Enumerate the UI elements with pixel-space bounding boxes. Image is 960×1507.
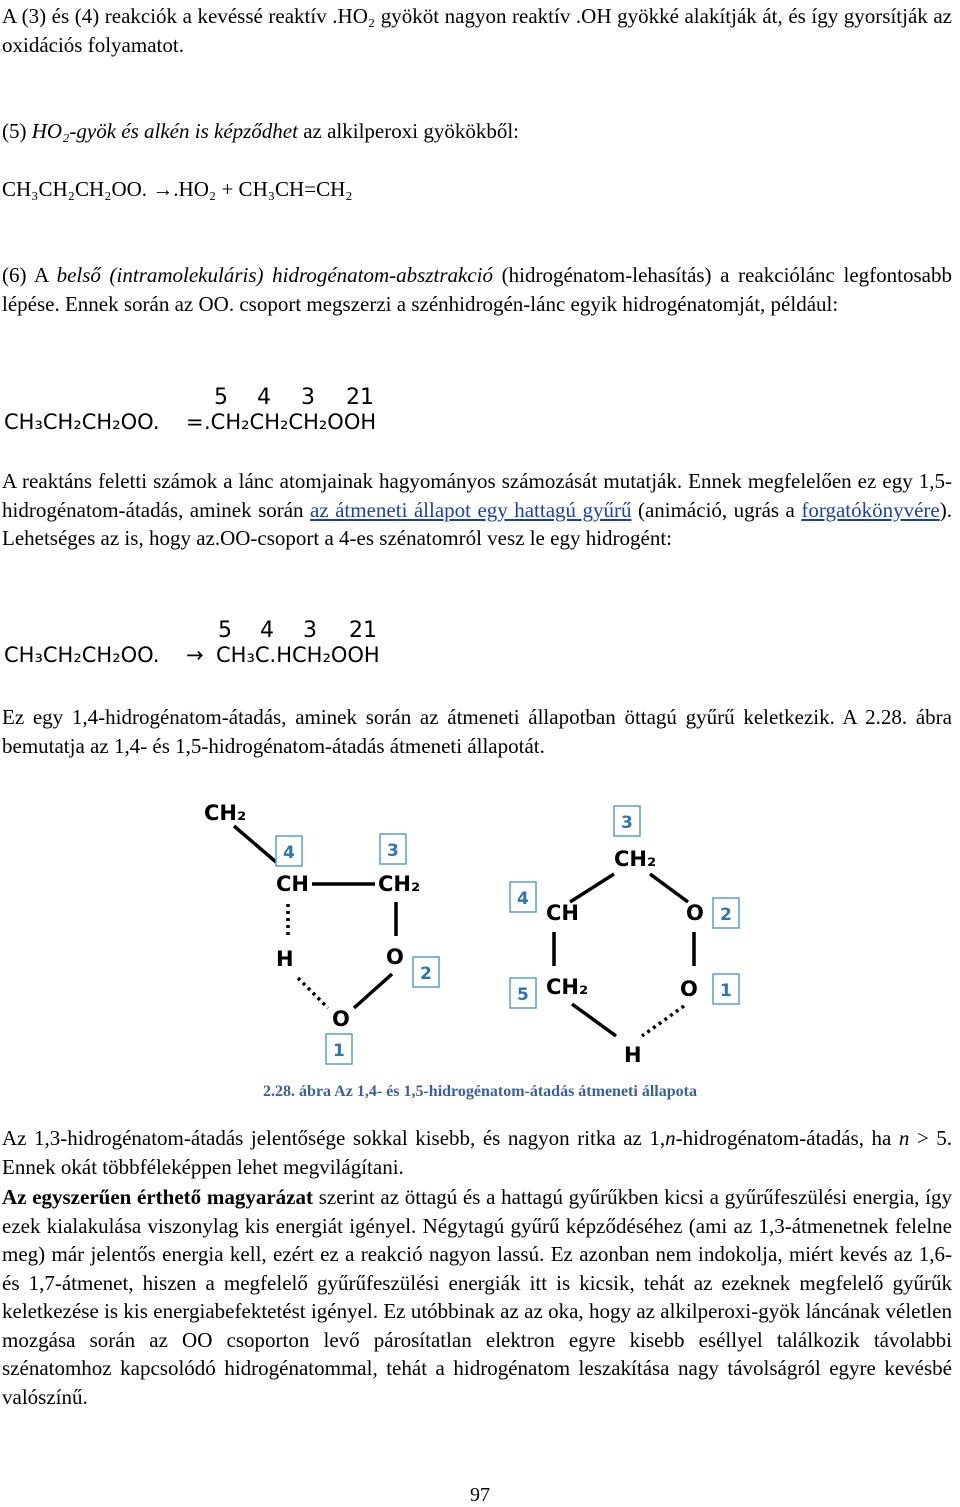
- bold-phrase: Az egyszerűen érthető magyarázat: [2, 1185, 313, 1209]
- transition-state-figure: [0, 790, 960, 1080]
- box-number: 4: [517, 889, 529, 909]
- atom-number-5: 5: [218, 618, 232, 643]
- italic-phrase: belső (intramolekuláris) hidrogénatom-absztrakció: [56, 263, 493, 287]
- paragraph-intro: [2, 2, 952, 59]
- item-number: (6) A: [2, 263, 57, 287]
- box-number: 2: [420, 964, 432, 984]
- paragraph-text: (hidrogénatom-lehasítás) a reakciólánc legfontosabb lépése. Ennek során az OO. csoport megszerzi a szénhidrogén-lánc egyik hidrogénatomját, például:: [2, 263, 952, 316]
- atom-number-21: 21: [349, 618, 377, 643]
- box-number: 5: [517, 985, 529, 1005]
- dotted-bond: [298, 978, 328, 1008]
- box-number: 4: [283, 843, 295, 863]
- atom-label: O: [686, 901, 704, 925]
- atom-number-4: 4: [260, 618, 274, 643]
- paragraph-text: Az 1,3-hidrogénatom-átadás jelentősége sokkal kisebb, és nagyon ritka az 1,: [2, 1126, 666, 1150]
- italic-variable: n: [665, 1126, 676, 1150]
- formula-1: [4, 382, 404, 443]
- figure-caption: 2.28. ábra Az 1,4- és 1,5-hidrogénatom-átadás átmeneti állapota: [263, 1083, 697, 1100]
- paragraph-text: Ez egy 1,4-hidrogénatom-átadás, aminek során az átmeneti állapotban öttagú gyűrű keletkezik. A 2.28. ábra bemutatja az 1,4- és 1,5-hidrogénatom-átadás átmeneti állapotát.: [2, 705, 952, 758]
- paragraph-7: [2, 467, 952, 553]
- atom-number-5: 5: [214, 385, 228, 410]
- atom-number-3: 3: [303, 618, 317, 643]
- box-number: 3: [387, 841, 399, 861]
- atom-label: CH₂: [614, 847, 657, 871]
- reactant-formula: CH₃CH₂CH₂OO.: [4, 410, 160, 434]
- paragraph-text: az alkilperoxi gyökökből:: [297, 119, 520, 143]
- page-number: 97: [470, 1484, 490, 1506]
- item-number: (5): [2, 119, 32, 143]
- bond-line: [572, 1004, 616, 1036]
- italic-variable: n: [898, 1126, 910, 1150]
- bond-line: [354, 974, 392, 1008]
- atom-label: CH: [546, 901, 579, 925]
- atom-number-21: 21: [346, 385, 374, 410]
- atom-label: CH₂: [204, 801, 247, 825]
- formula-2: [4, 615, 404, 676]
- reactant-formula: CH₃CH₂CH₂OO.: [4, 643, 160, 667]
- paragraph-6: [2, 261, 952, 318]
- italic-phrase: HO₂-gyök és alkén is képződhet: [31, 119, 298, 143]
- atom-numbers: [214, 385, 374, 410]
- atom-label: O: [386, 945, 404, 969]
- bond-line: [234, 826, 276, 862]
- atom-label: H: [276, 947, 294, 971]
- script-link[interactable]: forgatókönyvére: [801, 497, 940, 522]
- box-number: 3: [621, 813, 633, 833]
- paragraph-5: [2, 117, 952, 146]
- paragraph-text: szerint az öttagú és a hattagú gyűrűkben kicsi a gyűrűfeszülési energia, így ezek kialakulása viszonylag kis energiát igényel. Négytagú gyűrű képződéséhez (ami az 1,3-átmenetnek felelne meg) már jelentős energia kell, ezért ez a reakció nagyon lassú. Ez azonban nem indokolja, miért kevés az 1,6- és 1,7-átmenet, hiszen a megfelelő gyűrűfeszülési energiák itt is kicsik, tehát az ezeknek megfelelő gyűrűk keletkezése is kis energiabefektetést igényel. Ez utóbbinak az az oka, hogy az alkilperoxi-gyök láncának véletlen mozgása során az OO csoporton levő párosítatlan elektron egyre kisebb eséllyel találkozik távolabbi szénatomhoz kapcsolódó hidrogénatommal, tehát a hidrogénatom leszakítása nagy távolságról egyre kevésbé valószínű.: [2, 1185, 952, 1409]
- arrow-sign: →: [186, 643, 204, 667]
- box-number: 2: [720, 905, 732, 925]
- atom-label: CH₂: [546, 975, 589, 999]
- six-membered-ring-diagram: [510, 806, 739, 1067]
- paragraph-text: (animáció, ugrás a: [631, 497, 802, 522]
- atom-numbers: [218, 618, 377, 643]
- equation-text: CH₃CH₂CH₂OO. →.HO₂ + CH₃CH=CH₂: [2, 177, 353, 201]
- equals-sign: =: [186, 410, 204, 434]
- paragraph-8: [2, 703, 952, 760]
- paragraph-text: > 5. Ennek okát többféleképpen lehet megvilágítani.: [2, 1126, 952, 1179]
- atom-label: CH: [276, 872, 309, 896]
- atom-number-4: 4: [257, 385, 271, 410]
- atom-label: H: [624, 1043, 642, 1067]
- paragraph-text: ). Lehetséges az is, hogy az.OO-csoport a 4-es szénatomról vesz le egy hidrogént:: [2, 497, 952, 550]
- box-number: 1: [333, 1041, 345, 1061]
- atom-label: O: [680, 977, 698, 1001]
- atom-label: O: [332, 1007, 350, 1031]
- paragraph-9: [2, 1124, 952, 1181]
- transition-state-link[interactable]: az átmeneti állapot egy hattagú gyűrű: [310, 497, 632, 522]
- dotted-bond: [642, 1006, 684, 1036]
- paragraph-10: [2, 1183, 952, 1411]
- bond-line: [570, 874, 614, 902]
- atom-label: CH₂: [378, 872, 421, 896]
- intro-text: A (3) és (4) reakciók a kevéssé reaktív .HO₂ gyököt nagyon reaktív .OH gyökké alakítják át, és így gyorsítják az oxidációs folyamatot.: [2, 4, 952, 57]
- bond-line: [650, 874, 688, 902]
- atom-number-3: 3: [301, 385, 315, 410]
- five-membered-ring-diagram: [204, 801, 439, 1064]
- equation-5: [2, 175, 952, 204]
- box-number: 1: [720, 981, 732, 1001]
- paragraph-text: A reaktáns feletti számok a lánc atomjainak hagyományos számozását mutatják. Ennek megfelelően ez egy 1,5-hidrogénatom-átadás, aminek során: [2, 469, 952, 522]
- product-formula: .CH₂CH₂CH₂OOH: [204, 410, 377, 434]
- paragraph-text: -hidrogénatom-átadás, ha: [675, 1126, 899, 1150]
- product-formula: CH₃C.HCH₂OOH: [216, 643, 380, 667]
